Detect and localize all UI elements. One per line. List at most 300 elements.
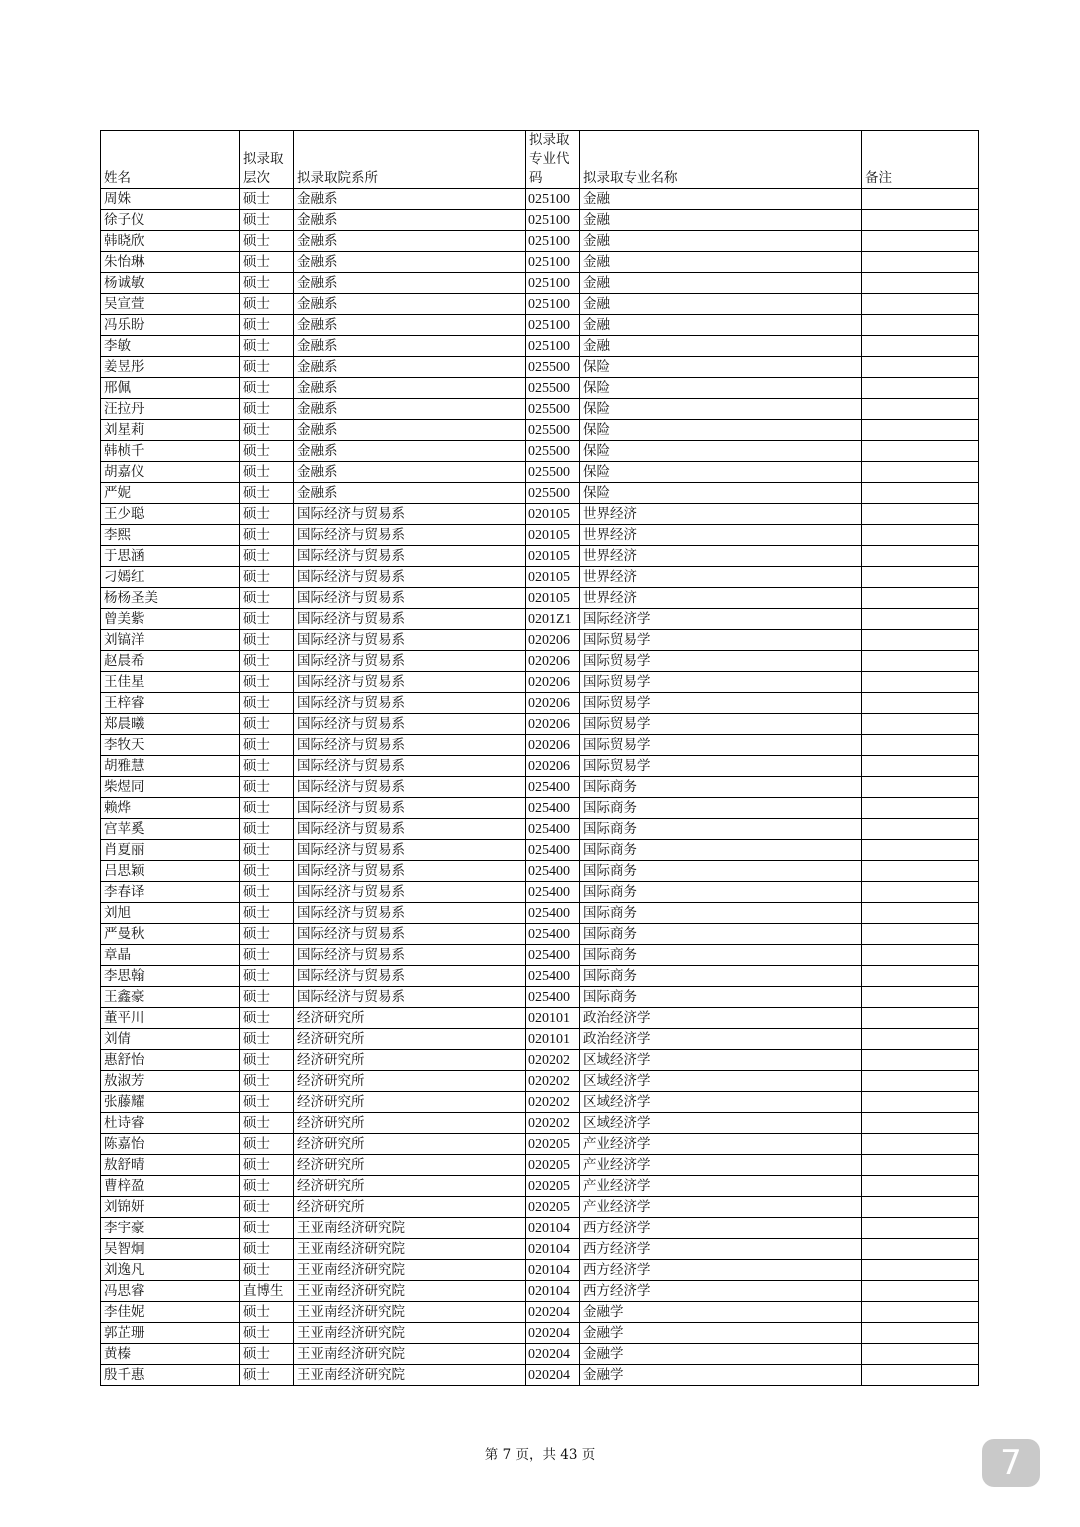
cell-name: 赖烨 [101, 798, 240, 819]
cell-department: 国际经济与贸易系 [294, 630, 526, 651]
cell-department: 王亚南经济研究院 [294, 1281, 526, 1302]
cell-department: 国际经济与贸易系 [294, 735, 526, 756]
cell-department: 金融系 [294, 294, 526, 315]
cell-level: 硕士 [240, 672, 294, 693]
table-row [101, 756, 979, 777]
cell-name: 韩晓欣 [101, 231, 240, 252]
cell-level: 硕士 [240, 357, 294, 378]
cell-code: 025100 [526, 210, 580, 231]
cell-major: 政治经济学 [580, 1008, 862, 1029]
table-row [101, 336, 979, 357]
cell-department: 金融系 [294, 378, 526, 399]
cell-level: 硕士 [240, 882, 294, 903]
cell-code: 020205 [526, 1197, 580, 1218]
table-row [101, 189, 979, 210]
cell-department: 国际经济与贸易系 [294, 546, 526, 567]
table-row [101, 273, 979, 294]
cell-major: 世界经济 [580, 546, 862, 567]
cell-name: 朱怡琳 [101, 252, 240, 273]
cell-note [862, 252, 979, 273]
cell-department: 国际经济与贸易系 [294, 924, 526, 945]
cell-major: 政治经济学 [580, 1029, 862, 1050]
cell-level: 硕士 [240, 1029, 294, 1050]
cell-major: 国际贸易学 [580, 756, 862, 777]
table-row [101, 378, 979, 399]
cell-note [862, 420, 979, 441]
cell-level: 硕士 [240, 966, 294, 987]
cell-note [862, 1029, 979, 1050]
table-row [101, 1323, 979, 1344]
cell-note [862, 336, 979, 357]
cell-major: 金融学 [580, 1302, 862, 1323]
cell-level: 硕士 [240, 462, 294, 483]
cell-major: 世界经济 [580, 504, 862, 525]
cell-level: 硕士 [240, 714, 294, 735]
table-row [101, 357, 979, 378]
cell-department: 国际经济与贸易系 [294, 882, 526, 903]
cell-code: 020205 [526, 1134, 580, 1155]
cell-name: 周姝 [101, 189, 240, 210]
page-number-badge: 7 [982, 1439, 1040, 1487]
cell-level: 硕士 [240, 336, 294, 357]
cell-name: 严曼秋 [101, 924, 240, 945]
cell-note [862, 1176, 979, 1197]
cell-code: 020206 [526, 672, 580, 693]
cell-name: 张藤耀 [101, 1092, 240, 1113]
table-row [101, 1302, 979, 1323]
cell-code: 025500 [526, 483, 580, 504]
cell-name: 柴煜同 [101, 777, 240, 798]
cell-major: 产业经济学 [580, 1155, 862, 1176]
cell-name: 胡雅慧 [101, 756, 240, 777]
cell-level: 硕士 [240, 609, 294, 630]
table-row [101, 735, 979, 756]
cell-major: 国际贸易学 [580, 735, 862, 756]
table-row [101, 1050, 979, 1071]
cell-major: 金融 [580, 315, 862, 336]
cell-note [862, 1134, 979, 1155]
cell-level: 硕士 [240, 756, 294, 777]
cell-major: 国际商务 [580, 777, 862, 798]
cell-note [862, 777, 979, 798]
cell-code: 025400 [526, 798, 580, 819]
cell-code: 025500 [526, 420, 580, 441]
cell-note [862, 399, 979, 420]
cell-name: 郑晨曦 [101, 714, 240, 735]
cell-code: 020202 [526, 1050, 580, 1071]
header-department: 拟录取院系所 [294, 131, 526, 189]
cell-note [862, 945, 979, 966]
cell-name: 肖夏丽 [101, 840, 240, 861]
table-row [101, 672, 979, 693]
cell-level: 硕士 [240, 483, 294, 504]
cell-level: 硕士 [240, 798, 294, 819]
cell-name: 姜昱彤 [101, 357, 240, 378]
cell-code: 025400 [526, 840, 580, 861]
cell-code: 025400 [526, 861, 580, 882]
cell-major: 金融 [580, 189, 862, 210]
cell-major: 国际商务 [580, 861, 862, 882]
table-row [101, 819, 979, 840]
cell-note [862, 546, 979, 567]
table-row [101, 630, 979, 651]
cell-major: 国际贸易学 [580, 630, 862, 651]
cell-name: 刁嫣红 [101, 567, 240, 588]
cell-code: 020104 [526, 1239, 580, 1260]
cell-level: 硕士 [240, 1197, 294, 1218]
cell-department: 国际经济与贸易系 [294, 714, 526, 735]
table-row [101, 840, 979, 861]
cell-code: 025500 [526, 357, 580, 378]
cell-code: 020205 [526, 1176, 580, 1197]
cell-name: 刘旭 [101, 903, 240, 924]
cell-major: 国际贸易学 [580, 714, 862, 735]
cell-major: 金融 [580, 294, 862, 315]
cell-level: 硕士 [240, 1113, 294, 1134]
cell-level: 硕士 [240, 1344, 294, 1365]
cell-department: 国际经济与贸易系 [294, 651, 526, 672]
cell-name: 赵晨希 [101, 651, 240, 672]
cell-level: 硕士 [240, 315, 294, 336]
header-level: 拟录取层次 [240, 131, 294, 189]
cell-major: 国际贸易学 [580, 672, 862, 693]
cell-major: 国际商务 [580, 819, 862, 840]
cell-code: 025400 [526, 966, 580, 987]
cell-major: 国际贸易学 [580, 651, 862, 672]
cell-level: 硕士 [240, 546, 294, 567]
cell-level: 硕士 [240, 210, 294, 231]
table-row [101, 1197, 979, 1218]
cell-major: 产业经济学 [580, 1197, 862, 1218]
cell-name: 李思翰 [101, 966, 240, 987]
cell-note [862, 357, 979, 378]
cell-note [862, 210, 979, 231]
cell-note [862, 462, 979, 483]
cell-level: 硕士 [240, 630, 294, 651]
table-row [101, 714, 979, 735]
cell-name: 吴宣萱 [101, 294, 240, 315]
table-row [101, 945, 979, 966]
cell-code: 025100 [526, 252, 580, 273]
cell-code: 020104 [526, 1281, 580, 1302]
cell-major: 金融学 [580, 1365, 862, 1386]
cell-name: 刘逸凡 [101, 1260, 240, 1281]
cell-major: 国际商务 [580, 966, 862, 987]
cell-department: 金融系 [294, 189, 526, 210]
cell-department: 经济研究所 [294, 1134, 526, 1155]
cell-note [862, 819, 979, 840]
cell-department: 经济研究所 [294, 1029, 526, 1050]
cell-major: 世界经济 [580, 567, 862, 588]
cell-major: 区域经济学 [580, 1050, 862, 1071]
cell-note [862, 1218, 979, 1239]
cell-note [862, 294, 979, 315]
table-row [101, 420, 979, 441]
cell-level: 硕士 [240, 399, 294, 420]
cell-major: 世界经济 [580, 588, 862, 609]
cell-major: 国际商务 [580, 945, 862, 966]
cell-department: 王亚南经济研究院 [294, 1260, 526, 1281]
cell-note [862, 231, 979, 252]
cell-major: 金融 [580, 252, 862, 273]
cell-code: 020204 [526, 1344, 580, 1365]
cell-code: 020202 [526, 1113, 580, 1134]
cell-name: 黄榛 [101, 1344, 240, 1365]
cell-note [862, 1365, 979, 1386]
cell-name: 宫苹奚 [101, 819, 240, 840]
cell-note [862, 651, 979, 672]
cell-major: 国际商务 [580, 798, 862, 819]
cell-name: 刘镐洋 [101, 630, 240, 651]
cell-level: 硕士 [240, 1134, 294, 1155]
cell-note [862, 1197, 979, 1218]
cell-note [862, 735, 979, 756]
table-row [101, 525, 979, 546]
cell-department: 经济研究所 [294, 1050, 526, 1071]
table-row [101, 861, 979, 882]
cell-major: 保险 [580, 420, 862, 441]
cell-level: 硕士 [240, 420, 294, 441]
cell-major: 金融 [580, 210, 862, 231]
cell-department: 金融系 [294, 336, 526, 357]
cell-department: 国际经济与贸易系 [294, 840, 526, 861]
cell-name: 严妮 [101, 483, 240, 504]
cell-department: 金融系 [294, 441, 526, 462]
cell-level: 硕士 [240, 819, 294, 840]
cell-name: 刘倩 [101, 1029, 240, 1050]
cell-department: 王亚南经济研究院 [294, 1239, 526, 1260]
cell-department: 金融系 [294, 357, 526, 378]
cell-department: 国际经济与贸易系 [294, 966, 526, 987]
cell-level: 硕士 [240, 1071, 294, 1092]
cell-department: 金融系 [294, 462, 526, 483]
cell-department: 国际经济与贸易系 [294, 945, 526, 966]
cell-department: 金融系 [294, 420, 526, 441]
cell-name: 徐子仪 [101, 210, 240, 231]
cell-code: 025400 [526, 819, 580, 840]
table-row [101, 483, 979, 504]
table-row [101, 1281, 979, 1302]
cell-note [862, 315, 979, 336]
cell-department: 国际经济与贸易系 [294, 525, 526, 546]
cell-level: 硕士 [240, 567, 294, 588]
cell-department: 国际经济与贸易系 [294, 756, 526, 777]
cell-major: 国际贸易学 [580, 693, 862, 714]
cell-major: 产业经济学 [580, 1176, 862, 1197]
cell-name: 汪拉丹 [101, 399, 240, 420]
cell-name: 于思涵 [101, 546, 240, 567]
cell-name: 王鑫豪 [101, 987, 240, 1008]
cell-department: 金融系 [294, 210, 526, 231]
table-row [101, 693, 979, 714]
cell-code: 020205 [526, 1155, 580, 1176]
cell-note [862, 882, 979, 903]
cell-name: 惠舒怡 [101, 1050, 240, 1071]
cell-code: 020104 [526, 1218, 580, 1239]
cell-department: 金融系 [294, 231, 526, 252]
cell-name: 郭芷珊 [101, 1323, 240, 1344]
cell-code: 020206 [526, 735, 580, 756]
cell-code: 025500 [526, 378, 580, 399]
cell-major: 世界经济 [580, 525, 862, 546]
cell-code: 025400 [526, 945, 580, 966]
table-row [101, 567, 979, 588]
cell-level: 硕士 [240, 924, 294, 945]
table-row [101, 1008, 979, 1029]
cell-level: 硕士 [240, 1302, 294, 1323]
table-row [101, 210, 979, 231]
cell-level: 硕士 [240, 861, 294, 882]
cell-note [862, 1155, 979, 1176]
cell-major: 国际商务 [580, 903, 862, 924]
table-row [101, 462, 979, 483]
cell-code: 0201Z1 [526, 609, 580, 630]
cell-code: 020202 [526, 1092, 580, 1113]
cell-code: 020105 [526, 546, 580, 567]
cell-code: 025100 [526, 336, 580, 357]
admission-table [100, 130, 979, 1386]
table-row [101, 399, 979, 420]
cell-major: 区域经济学 [580, 1071, 862, 1092]
cell-note [862, 861, 979, 882]
cell-name: 李熙 [101, 525, 240, 546]
cell-department: 国际经济与贸易系 [294, 588, 526, 609]
cell-department: 国际经济与贸易系 [294, 609, 526, 630]
cell-note [862, 672, 979, 693]
cell-code: 020202 [526, 1071, 580, 1092]
cell-level: 硕士 [240, 1218, 294, 1239]
table-row [101, 987, 979, 1008]
cell-department: 国际经济与贸易系 [294, 903, 526, 924]
table-row [101, 1134, 979, 1155]
table-row [101, 651, 979, 672]
table-row [101, 1344, 979, 1365]
cell-code: 025100 [526, 189, 580, 210]
table-row [101, 441, 979, 462]
cell-department: 国际经济与贸易系 [294, 861, 526, 882]
cell-department: 国际经济与贸易系 [294, 567, 526, 588]
cell-code: 025100 [526, 273, 580, 294]
cell-name: 李佳妮 [101, 1302, 240, 1323]
cell-note [862, 483, 979, 504]
cell-note [862, 714, 979, 735]
cell-name: 韩桢千 [101, 441, 240, 462]
table-row [101, 1092, 979, 1113]
cell-level: 硕士 [240, 231, 294, 252]
cell-major: 保险 [580, 441, 862, 462]
cell-code: 025400 [526, 882, 580, 903]
cell-major: 金融学 [580, 1323, 862, 1344]
cell-level: 硕士 [240, 1092, 294, 1113]
cell-name: 敖淑芳 [101, 1071, 240, 1092]
cell-level: 硕士 [240, 525, 294, 546]
cell-level: 硕士 [240, 1050, 294, 1071]
cell-code: 020206 [526, 756, 580, 777]
cell-level: 硕士 [240, 294, 294, 315]
cell-note [862, 1050, 979, 1071]
cell-note [862, 1260, 979, 1281]
cell-name: 杜诗睿 [101, 1113, 240, 1134]
cell-level: 硕士 [240, 1323, 294, 1344]
table-row [101, 504, 979, 525]
header-major: 拟录取专业名称 [580, 131, 862, 189]
cell-level: 硕士 [240, 441, 294, 462]
cell-code: 020105 [526, 525, 580, 546]
cell-major: 金融 [580, 336, 862, 357]
cell-code: 020204 [526, 1323, 580, 1344]
cell-code: 020206 [526, 693, 580, 714]
cell-major: 西方经济学 [580, 1281, 862, 1302]
cell-name: 曾美紫 [101, 609, 240, 630]
cell-code: 025500 [526, 399, 580, 420]
cell-major: 区域经济学 [580, 1092, 862, 1113]
cell-name: 李宇豪 [101, 1218, 240, 1239]
cell-major: 国际商务 [580, 924, 862, 945]
cell-name: 李敏 [101, 336, 240, 357]
cell-code: 025500 [526, 441, 580, 462]
cell-major: 保险 [580, 357, 862, 378]
table-body [101, 189, 979, 1386]
cell-level: 硕士 [240, 903, 294, 924]
cell-major: 国际商务 [580, 882, 862, 903]
cell-code: 020105 [526, 504, 580, 525]
cell-major: 金融 [580, 231, 862, 252]
cell-level: 硕士 [240, 777, 294, 798]
cell-note [862, 903, 979, 924]
cell-department: 国际经济与贸易系 [294, 777, 526, 798]
cell-major: 西方经济学 [580, 1260, 862, 1281]
cell-name: 李春译 [101, 882, 240, 903]
cell-note [862, 987, 979, 1008]
cell-code: 020104 [526, 1260, 580, 1281]
table-row [101, 966, 979, 987]
cell-note [862, 609, 979, 630]
cell-level: 硕士 [240, 1008, 294, 1029]
cell-name: 刘锦妍 [101, 1197, 240, 1218]
cell-major: 国际经济学 [580, 609, 862, 630]
table-row [101, 315, 979, 336]
cell-code: 025400 [526, 987, 580, 1008]
cell-major: 西方经济学 [580, 1239, 862, 1260]
cell-department: 金融系 [294, 483, 526, 504]
cell-name: 章晶 [101, 945, 240, 966]
cell-name: 敖舒晴 [101, 1155, 240, 1176]
cell-level: 硕士 [240, 945, 294, 966]
cell-department: 国际经济与贸易系 [294, 819, 526, 840]
cell-major: 保险 [580, 399, 862, 420]
cell-department: 国际经济与贸易系 [294, 672, 526, 693]
cell-level: 硕士 [240, 1239, 294, 1260]
cell-name: 曹梓盈 [101, 1176, 240, 1197]
cell-code: 025100 [526, 231, 580, 252]
cell-note [862, 1239, 979, 1260]
cell-name: 邢佩 [101, 378, 240, 399]
cell-major: 金融 [580, 273, 862, 294]
cell-name: 王佳星 [101, 672, 240, 693]
cell-department: 经济研究所 [294, 1092, 526, 1113]
table-row [101, 1113, 979, 1134]
cell-department: 王亚南经济研究院 [294, 1218, 526, 1239]
table-row [101, 1218, 979, 1239]
table-row [101, 924, 979, 945]
cell-level: 硕士 [240, 273, 294, 294]
cell-department: 经济研究所 [294, 1113, 526, 1134]
cell-note [862, 504, 979, 525]
cell-note [862, 693, 979, 714]
cell-department: 经济研究所 [294, 1197, 526, 1218]
cell-major: 产业经济学 [580, 1134, 862, 1155]
cell-name: 杨诚敏 [101, 273, 240, 294]
